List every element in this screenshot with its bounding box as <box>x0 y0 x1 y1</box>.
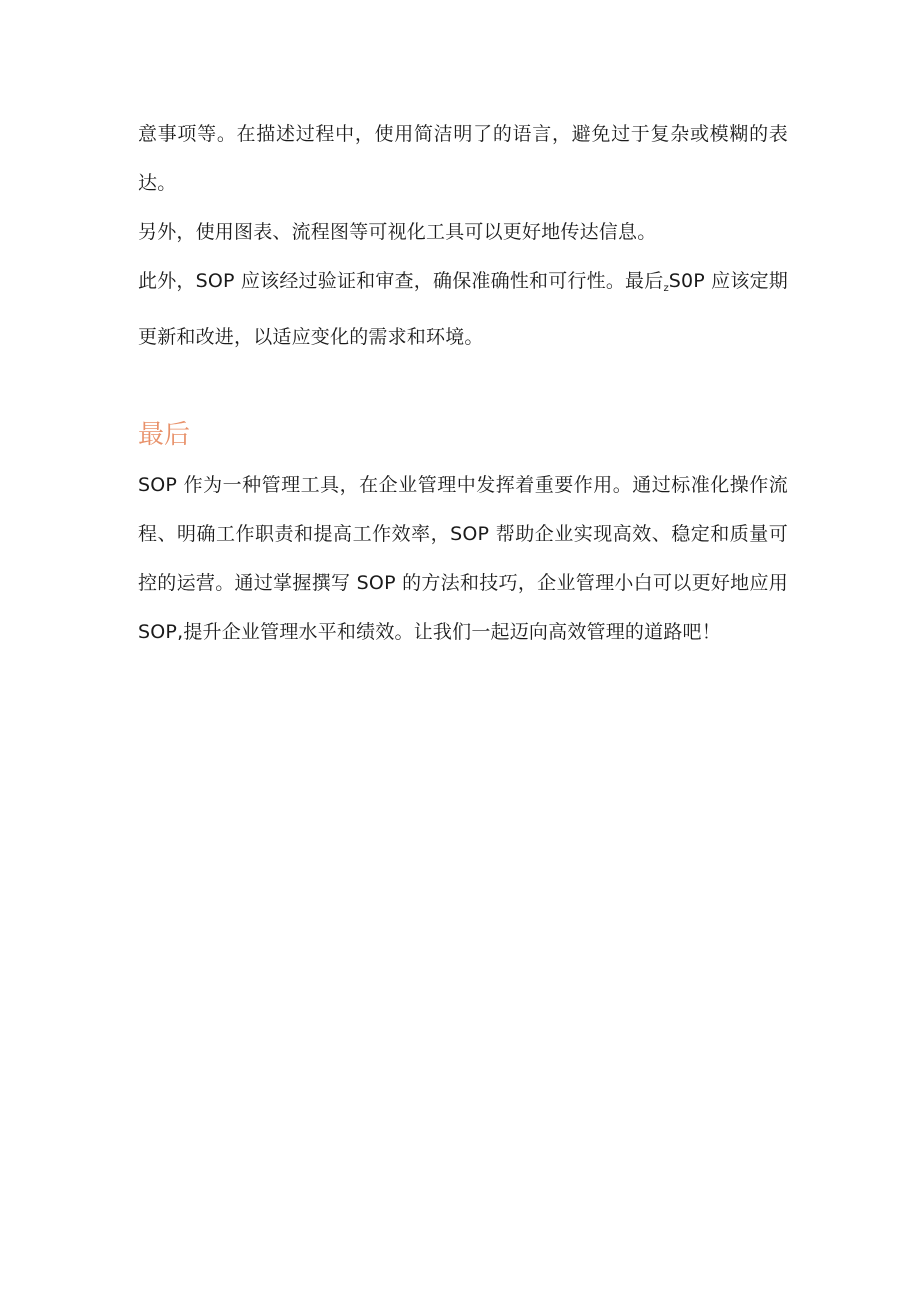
section-heading-conclusion: 最后 <box>138 420 191 450</box>
document-body <box>138 110 788 657</box>
paragraph-precautions: 意事项等。在描述过程中，使用简洁明了的语言，避免过于复杂或模糊的表达。 <box>138 123 788 194</box>
paragraph-visual-tools: 另外，使用图表、流程图等可视化工具可以更好地传达信息。 <box>138 221 657 243</box>
stray-subscript-mark: z <box>663 283 669 294</box>
verification-text-end: S0P 应该定期更新和改进，以适应变化的需求和环境。 <box>138 270 788 348</box>
paragraph-conclusion: SOP 作为一种管理工具，在企业管理中发挥着重要作用。通过标准化操作流程、明确工作职责和提高工作效率，SOP 帮助企业实现高效、稳定和质量可控的运营。通过掌握撰写 SOP 的方法和技巧，企业管理小白可以更好地应用 SOP,提升企业管理水平和绩效。让我们一起迈向高效管理的道路吧！ <box>138 474 788 643</box>
verification-text-start: 此外，SOP 应该经过验证和审查，确保准确性和可行性。最后 <box>138 270 664 292</box>
paragraph-verification <box>138 257 788 362</box>
